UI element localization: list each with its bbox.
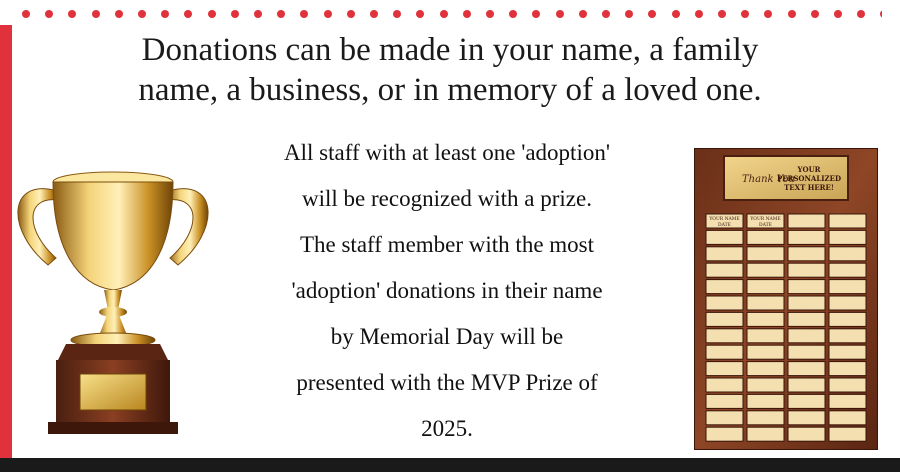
- border-dot: [115, 10, 123, 18]
- name-plate: [829, 230, 866, 244]
- border-dot: [788, 10, 796, 18]
- name-plate: [829, 214, 866, 228]
- name-plate: [747, 362, 784, 376]
- right-margin: [882, 0, 900, 472]
- border-dot: [695, 10, 703, 18]
- name-plate: [747, 411, 784, 425]
- plaque-header-line-3: TEXT HERE!: [784, 183, 834, 192]
- border-dot: [672, 10, 680, 18]
- border-dot: [231, 10, 239, 18]
- name-plate: [747, 427, 784, 441]
- body-line: All staff with at least one 'adoption': [284, 140, 610, 165]
- border-dot: [300, 10, 308, 18]
- border-dot: [811, 10, 819, 18]
- name-plate: [747, 312, 784, 326]
- name-plate: [706, 263, 743, 277]
- plate-label-name: YOUR NAME: [709, 217, 740, 222]
- name-plate: [829, 345, 866, 359]
- name-plate: [706, 247, 743, 261]
- border-dot: [556, 10, 564, 18]
- name-plate: [706, 427, 743, 441]
- border-dot: [532, 10, 540, 18]
- headline: [20, 30, 880, 110]
- name-plate: [829, 280, 866, 294]
- border-dot: [463, 10, 471, 18]
- name-plate: [706, 394, 743, 408]
- perpetual-plaque: [694, 148, 878, 450]
- border-dot: [741, 10, 749, 18]
- border-dot: [440, 10, 448, 18]
- name-plate: [788, 362, 825, 376]
- border-dot: [277, 10, 285, 18]
- border-dot: [857, 10, 865, 18]
- name-plate: [747, 345, 784, 359]
- border-dot: [370, 10, 378, 18]
- border-dot: [138, 10, 146, 18]
- name-plate: [788, 312, 825, 326]
- name-plate: [747, 394, 784, 408]
- border-dot: [347, 10, 355, 18]
- name-plate: [747, 247, 784, 261]
- name-plate: [829, 394, 866, 408]
- border-dot: [184, 10, 192, 18]
- border-dot: [324, 10, 332, 18]
- name-plate: [788, 345, 825, 359]
- border-dot: [579, 10, 587, 18]
- trophy-icon: [8, 160, 218, 440]
- name-plate: [788, 378, 825, 392]
- body-line: 2025.: [421, 416, 473, 441]
- border-dot: [625, 10, 633, 18]
- name-plate: [747, 230, 784, 244]
- border-dot: [486, 10, 494, 18]
- border-dot: [416, 10, 424, 18]
- name-plate: [829, 263, 866, 277]
- name-plate: [706, 312, 743, 326]
- border-dot: [45, 10, 53, 18]
- body-line: The staff member with the most: [299, 232, 595, 257]
- name-plate: [706, 345, 743, 359]
- name-plate: [788, 247, 825, 261]
- name-plate: [706, 378, 743, 392]
- name-plate: [829, 427, 866, 441]
- name-plate: [747, 296, 784, 310]
- border-dot: [718, 10, 726, 18]
- name-plate: [829, 411, 866, 425]
- name-plate: [788, 230, 825, 244]
- name-plate: [706, 411, 743, 425]
- name-plate: [747, 280, 784, 294]
- border-dot: [764, 10, 772, 18]
- border-dot: [254, 10, 262, 18]
- plaque-image: [694, 148, 878, 450]
- name-plate: [829, 312, 866, 326]
- plate-label-name: YOUR NAME: [750, 217, 781, 222]
- border-dot: [208, 10, 216, 18]
- name-plate: [788, 214, 825, 228]
- plaque-header-line-2: PERSONALIZED: [776, 174, 842, 183]
- headline-line-1: Donations can be made in your name, a family: [141, 32, 759, 68]
- name-plate: [829, 329, 866, 343]
- name-plate: [788, 280, 825, 294]
- name-plate: [788, 263, 825, 277]
- name-plate: [829, 378, 866, 392]
- body-line: will be recognized with a prize.: [302, 186, 592, 211]
- name-plate: [788, 329, 825, 343]
- border-dot: [648, 10, 656, 18]
- plate-label-date: DATE: [759, 223, 772, 228]
- name-plate: [747, 263, 784, 277]
- name-plate: [706, 329, 743, 343]
- name-plate: [829, 247, 866, 261]
- name-plate: [706, 280, 743, 294]
- name-plate: [829, 362, 866, 376]
- name-plate: [747, 378, 784, 392]
- name-plate: [706, 296, 743, 310]
- body-text: [222, 130, 672, 452]
- name-plate: [788, 427, 825, 441]
- border-dot: [68, 10, 76, 18]
- name-plate: [706, 362, 743, 376]
- border-dot: [161, 10, 169, 18]
- plate-label-date: DATE: [718, 223, 731, 228]
- border-dot: [22, 10, 30, 18]
- border-dot: [393, 10, 401, 18]
- dotted-top-border: [0, 0, 900, 25]
- body-line: 'adoption' donations in their name: [291, 278, 603, 303]
- name-plate: [829, 296, 866, 310]
- body-line: by Memorial Day will be: [330, 324, 564, 349]
- name-plate: [788, 296, 825, 310]
- name-plate: [706, 230, 743, 244]
- border-dot: [92, 10, 100, 18]
- border-dot: [834, 10, 842, 18]
- border-dot: [509, 10, 517, 18]
- body-line: presented with the MVP Prize of: [296, 370, 598, 395]
- name-plate: [747, 329, 784, 343]
- headline-line-2: name, a business, or in memory of a loved one.: [138, 72, 762, 108]
- plaque-header-line-1: YOUR: [797, 165, 821, 174]
- border-dot: [602, 10, 610, 18]
- name-plate: [788, 411, 825, 425]
- name-plate: [788, 394, 825, 408]
- bottom-bar: [0, 458, 900, 472]
- plaque-script: Thank You: [742, 174, 795, 185]
